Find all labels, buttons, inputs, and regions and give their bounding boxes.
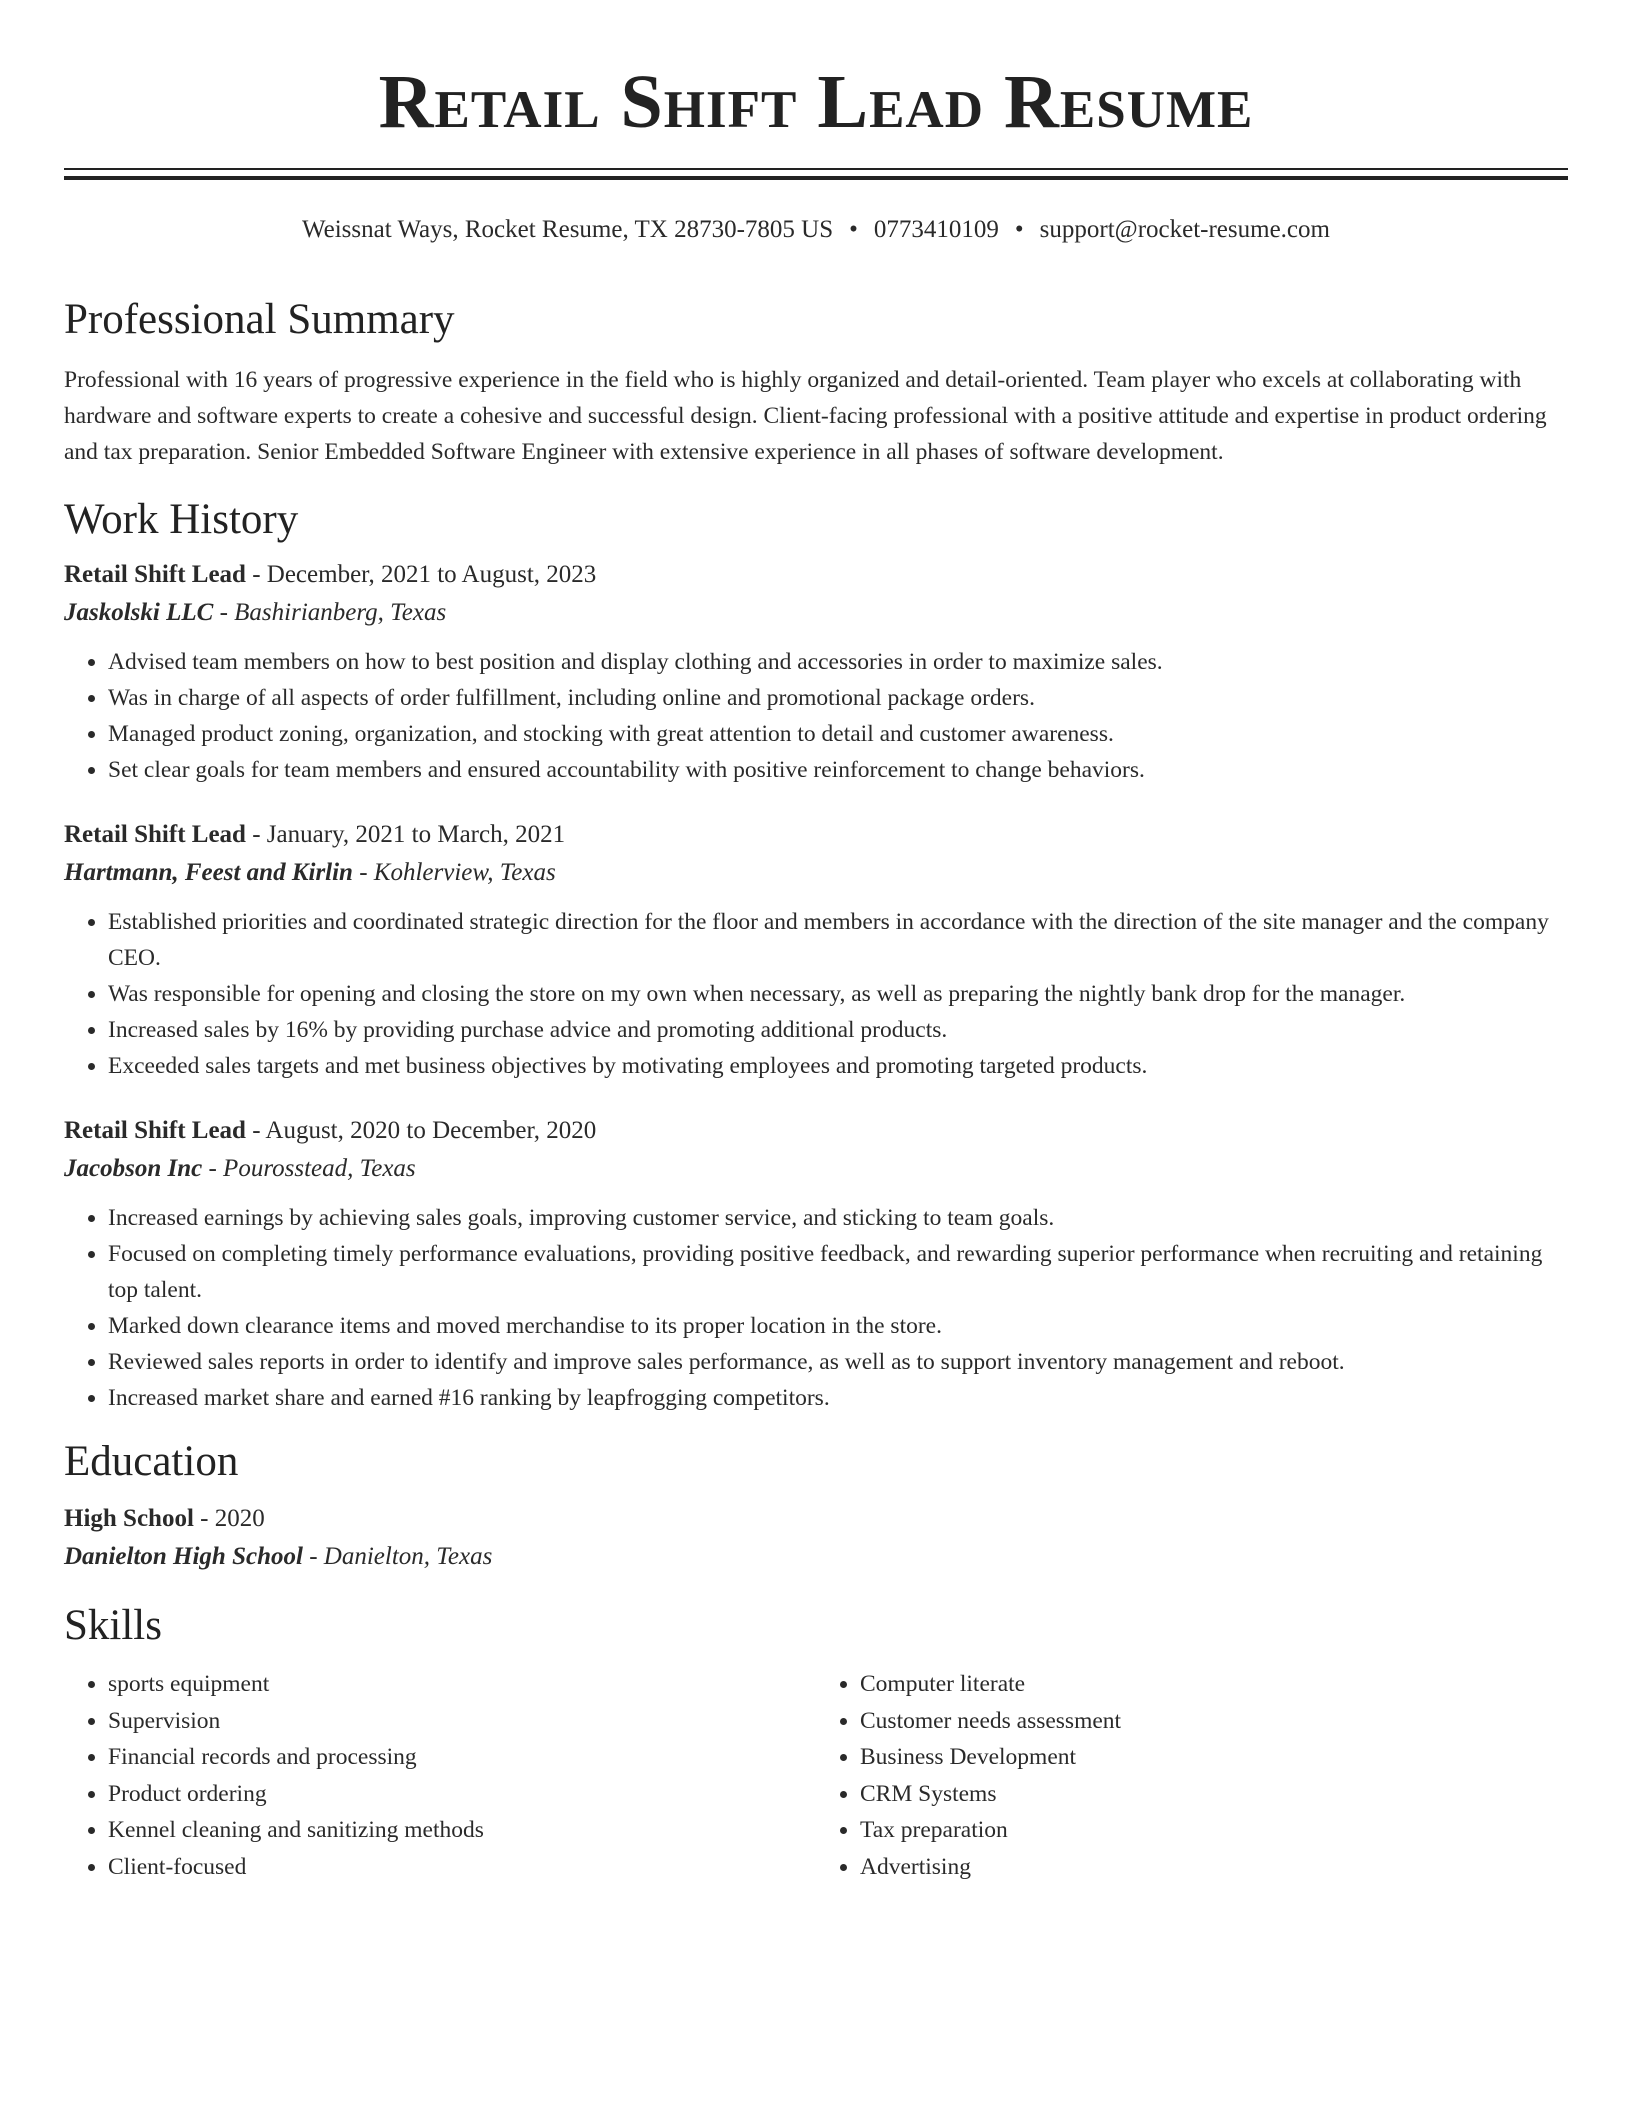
job-bullet: • Was responsible for opening and closing the store on my own when necessary, as well as preparing the nightly bank drop for the manager. xyxy=(108,976,1568,1012)
section-heading-summary: Professional Summary xyxy=(64,296,455,343)
job-location: - Pourosstead, Texas xyxy=(202,1155,416,1182)
job-bullet: • Advised team members on how to best position and display clothing and accessories in order to maximize sales. xyxy=(108,644,1568,680)
contact-line xyxy=(64,214,1568,246)
section-heading-skills: Skills xyxy=(64,1602,162,1649)
resume-title: Retail Shift Lead Resume xyxy=(378,60,1254,144)
skills-section xyxy=(64,1600,1568,1885)
contact-separator: • xyxy=(849,216,858,243)
contact-address: Weissnat Ways, Rocket Resume, TX 28730-7805 US xyxy=(302,216,834,243)
skill-item: • Customer needs assessment xyxy=(860,1703,1568,1740)
contact-phone: 0773410109 xyxy=(873,216,999,243)
job-employer-line xyxy=(64,854,1568,892)
skill-item: • Business Development xyxy=(860,1739,1568,1776)
skill-item: • Kennel cleaning and sanitizing methods xyxy=(108,1812,816,1849)
education-section xyxy=(64,1436,1568,1576)
job-location: - Kohlerview, Texas xyxy=(352,859,556,886)
job-location: - Bashirianberg, Texas xyxy=(213,599,447,626)
job-bullet: • Managed product zoning, organization, and stocking with great attention to detail and customer awareness. xyxy=(108,716,1568,752)
job-bullet: • Exceeded sales targets and met business objectives by motivating employees and promoting targeted products. xyxy=(108,1048,1568,1084)
job-bullet: • Established priorities and coordinated strategic direction for the floor and members in accordance with the direction of the site manager and the company CEO. xyxy=(108,904,1568,976)
skill-item: • sports equipment xyxy=(108,1666,816,1703)
job-bullets xyxy=(64,644,1568,788)
job-title: Retail Shift Lead xyxy=(64,561,246,588)
skills-column-left xyxy=(64,1666,816,1885)
contact-email: support@rocket-resume.com xyxy=(1039,216,1330,243)
skill-item: • CRM Systems xyxy=(860,1776,1568,1813)
education-location: - Danielton, Texas xyxy=(302,1543,493,1570)
skill-item: • Financial records and processing xyxy=(108,1739,816,1776)
job-company: Hartmann, Feest and Kirlin xyxy=(64,859,353,886)
job-employer-line xyxy=(64,1150,1568,1188)
summary-text: Professional with 16 years of progressive experience in the field who is highly organized and detail-oriented. Team player who excels at collaborating with hardware and software experts to create a cohesive and successful design. Client-facing professional with a positive attitude and expertise in product ordering and tax preparation. Senior Embedded Software Engineer with extensive experience in all phases of software development. xyxy=(64,367,1547,465)
job-role-line xyxy=(64,1112,1568,1150)
job-company: Jaskolski LLC xyxy=(64,599,214,626)
job-entry xyxy=(64,1112,1568,1416)
skill-item: • Product ordering xyxy=(108,1776,816,1813)
summary-section xyxy=(64,294,1568,470)
resume-page xyxy=(64,0,1568,1885)
title-divider-thin xyxy=(64,168,1568,170)
job-bullet: • Focused on completing timely performance evaluations, providing positive feedback, and rewarding superior performance when recruiting and retaining top talent. xyxy=(108,1236,1568,1308)
skill-item: • Client-focused xyxy=(108,1849,816,1886)
education-degree-line xyxy=(64,1500,1568,1538)
education-year: - 2020 xyxy=(193,1505,265,1532)
skill-item: • Advertising xyxy=(860,1849,1568,1886)
job-employer-line xyxy=(64,594,1568,632)
skill-item: • Supervision xyxy=(108,1703,816,1740)
job-bullet: • Increased sales by 16% by providing purchase advice and promoting additional products. xyxy=(108,1012,1568,1048)
job-dates: - December, 2021 to August, 2023 xyxy=(245,561,597,588)
skill-item: • Computer literate xyxy=(860,1666,1568,1703)
skills-grid xyxy=(64,1666,1568,1885)
education-degree: High School xyxy=(64,1505,194,1532)
skills-column-right xyxy=(816,1666,1568,1885)
job-title: Retail Shift Lead xyxy=(64,1117,246,1144)
job-role-line xyxy=(64,816,1568,854)
education-school-line xyxy=(64,1538,1568,1576)
section-heading-work-history: Work History xyxy=(64,496,299,543)
education-school: Danielton High School xyxy=(64,1543,303,1570)
contact-separator: • xyxy=(1014,216,1024,243)
job-bullet: • Set clear goals for team members and ensured accountability with positive reinforcement to change behaviors. xyxy=(108,752,1568,788)
job-title: Retail Shift Lead xyxy=(64,821,246,848)
job-bullet: • Marked down clearance items and moved merchandise to its proper location in the store. xyxy=(108,1308,1568,1344)
job-bullets xyxy=(64,904,1568,1084)
job-bullet: • Reviewed sales reports in order to identify and improve sales performance, as well as to support inventory management and reboot. xyxy=(108,1344,1568,1380)
job-bullets xyxy=(64,1200,1568,1416)
job-bullet: • Increased earnings by achieving sales goals, improving customer service, and sticking to team goals. xyxy=(108,1200,1568,1236)
job-bullet: • Was in charge of all aspects of order fulfillment, including online and promotional package orders. xyxy=(108,680,1568,716)
title-divider-thick xyxy=(64,176,1568,180)
job-company: Jacobson Inc xyxy=(64,1155,203,1182)
work-history-section xyxy=(64,494,1568,1416)
job-bullet: • Increased market share and earned #16 ranking by leapfrogging competitors. xyxy=(108,1380,1568,1416)
job-role-line xyxy=(64,556,1568,594)
job-entry xyxy=(64,816,1568,1084)
skill-item: • Tax preparation xyxy=(860,1812,1568,1849)
education-entry xyxy=(64,1500,1568,1576)
job-dates: - August, 2020 to December, 2020 xyxy=(245,1117,597,1144)
section-heading-education: Education xyxy=(64,1438,239,1485)
job-entry xyxy=(64,556,1568,788)
job-dates: - January, 2021 to March, 2021 xyxy=(245,821,566,848)
